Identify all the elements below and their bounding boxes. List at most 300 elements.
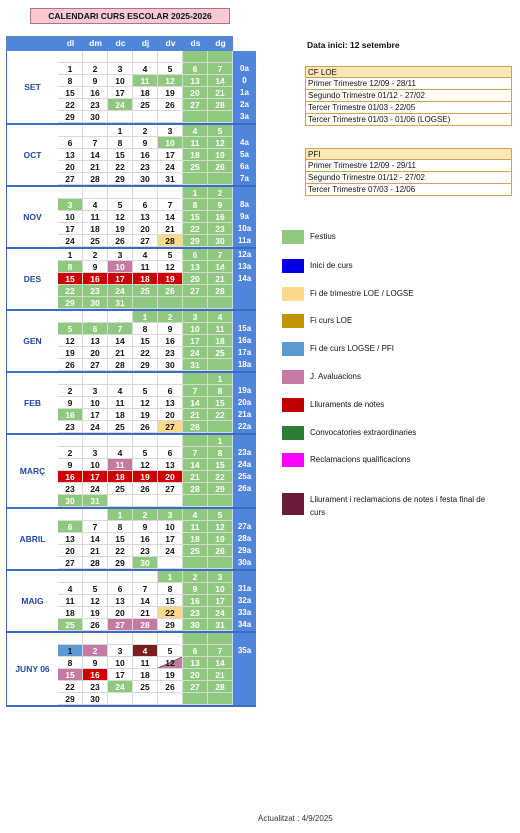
week-number: 3a [240,112,249,121]
day-cell: 25 [183,545,208,557]
day-cell: 12 [108,211,133,223]
empty-cell [83,373,108,385]
cf-loe-line: Segundo Trimestre 01/12 - 27/02 [305,90,512,102]
month-block [6,187,256,249]
day-cell: 7 [158,199,183,211]
month-days [58,187,233,247]
day-cell: 25 [133,99,158,111]
week-row [58,645,233,657]
empty-cell [83,633,108,645]
day-cell: 30 [83,111,108,123]
day-cell: 7 [133,583,158,595]
day-cell: 13 [133,211,158,223]
day-cell: 26 [133,483,158,495]
header-week-spacer [233,36,256,51]
empty-cell [58,373,83,385]
month-block [6,435,256,509]
week-row [58,681,233,693]
day-cell: 4 [58,583,83,595]
day-cell: 9 [58,459,83,471]
day-cell: 27 [183,285,208,297]
day-cell: 9 [158,323,183,335]
legend-swatch [282,398,304,412]
week-number [233,509,256,521]
week-row [58,545,233,557]
legend-label: Inici de curs [310,261,353,270]
day-cell: 24 [83,421,108,433]
day-cell: 26 [158,99,183,111]
legend-swatch [282,314,304,328]
week-number-column [233,125,256,185]
empty-cell [108,495,133,507]
week-row [58,347,233,359]
week-row [58,187,233,199]
day-cell: 23 [83,99,108,111]
legend-label: J. Avaluacions [310,372,361,381]
footer-updated: Actualitzat : 4/9/2025 [258,814,333,823]
day-cell: 2 [83,645,108,657]
empty-cell [108,633,133,645]
week-number: 20a [237,398,252,407]
day-cell: 10 [108,261,133,273]
day-cell: 31 [158,173,183,185]
day-cell: 11 [83,211,108,223]
week-row [58,421,233,433]
day-cell: 1 [108,125,133,137]
day-cell: 25 [108,483,133,495]
day-cell: 27 [108,619,133,631]
day-cell: 8 [183,199,208,211]
month-days [58,125,233,185]
day-cell: 8 [58,75,83,87]
week-number: 26a [237,484,252,493]
empty-cell [158,495,183,507]
empty-cell [133,297,158,309]
day-cell: 12 [158,75,183,87]
month-days [58,249,233,309]
day-cell: 26 [83,619,108,631]
empty-cell [58,571,83,583]
day-cell: 30 [83,693,108,705]
legend-item [282,259,353,273]
day-cell: 14 [158,211,183,223]
day-cell: 24 [83,483,108,495]
empty-cell [58,633,83,645]
week-number [233,681,256,693]
week-number-column [233,51,256,123]
empty-cell [158,633,183,645]
day-cell: 20 [58,545,83,557]
day-cell: 15 [208,459,233,471]
week-number [233,435,256,447]
day-cell: 7 [83,137,108,149]
day-cell: 2 [83,249,108,261]
week-number: 9a [240,212,249,221]
empty-cell [158,187,183,199]
empty-cell [83,571,108,583]
legend-item [282,493,500,519]
day-cell: 18 [133,273,158,285]
day-cell: 23 [83,285,108,297]
day-cell: 3 [158,125,183,137]
empty-cell [108,51,133,63]
empty-cell [208,495,233,507]
week-row [58,583,233,595]
empty-cell [183,373,208,385]
day-cell: 21 [208,87,233,99]
week-number: 35a [237,646,252,655]
month-block [6,311,256,373]
week-number [233,693,256,705]
week-number [233,373,256,385]
day-cell: 4 [183,125,208,137]
day-cell: 20 [158,471,183,483]
empty-cell [158,111,183,123]
day-cell: 4 [208,311,233,323]
week-number [233,633,256,645]
cf-loe-line: Tercer Trimestre 01/03 - 22/05 [305,102,512,114]
day-cell: 3 [208,571,233,583]
day-cell: 3 [183,311,208,323]
pfi-title: PFI [305,148,512,160]
day-cell: 16 [183,595,208,607]
day-cell: 7 [183,385,208,397]
week-row [58,633,233,645]
month-label: SET [6,51,58,123]
day-cell: 7 [183,447,208,459]
day-cell: 12 [208,137,233,149]
day-cell: 24 [108,681,133,693]
day-cell: 2 [208,187,233,199]
day-cell: 28 [133,619,158,631]
day-cell: 28 [183,483,208,495]
day-cell: 2 [183,571,208,583]
cf-loe-box [305,66,512,126]
day-cell: 6 [183,249,208,261]
week-row [58,211,233,223]
week-number-column [233,373,256,433]
day-cell: 19 [58,347,83,359]
empty-cell [83,509,108,521]
day-cell: 7 [208,645,233,657]
day-cell: 8 [208,385,233,397]
day-cell: 1 [208,435,233,447]
day-cell: 13 [183,657,208,669]
legend-item [282,230,336,244]
legend-swatch [282,370,304,384]
day-cell: 18 [108,409,133,421]
day-cell: 15 [183,211,208,223]
day-cell: 9 [133,137,158,149]
week-row [58,373,233,385]
week-number-column [233,435,256,507]
empty-cell [133,571,158,583]
day-cell: 18 [183,533,208,545]
week-number [233,311,256,323]
day-cell: 17 [83,471,108,483]
week-number: 32a [237,596,252,605]
day-cell: 28 [208,681,233,693]
day-cell: 11 [183,137,208,149]
day-cell: 16 [133,149,158,161]
day-cell: 17 [83,409,108,421]
day-cell: 4 [83,199,108,211]
week-number: 8a [240,200,249,209]
week-row [58,397,233,409]
month-block [6,633,256,707]
empty-cell [133,373,158,385]
week-row [58,161,233,173]
day-cell: 29 [58,111,83,123]
day-cell: 27 [183,99,208,111]
day-cell: 1 [58,249,83,261]
day-cell: 30 [133,557,158,569]
week-number-column [233,187,256,247]
day-cell: 9 [183,583,208,595]
day-cell: 31 [108,297,133,309]
legend-swatch [282,230,304,244]
week-row [58,297,233,309]
day-cell: 20 [158,409,183,421]
day-cell: 24 [108,99,133,111]
empty-cell [183,297,208,309]
week-row [58,359,233,371]
day-cell: 20 [83,347,108,359]
week-row [58,447,233,459]
day-cell: 22 [58,285,83,297]
day-cell: 27 [158,483,183,495]
week-number: 15a [237,324,252,333]
week-row [58,199,233,211]
week-number: 25a [237,472,252,481]
weekday-tue: dm [83,36,108,51]
day-cell: 29 [183,235,208,247]
week-number [233,51,256,63]
week-number: 14a [237,274,252,283]
week-row [58,459,233,471]
day-cell: 10 [58,211,83,223]
month-block [6,373,256,435]
week-row [58,249,233,261]
week-row [58,435,233,447]
calendar-grid [6,51,256,707]
day-cell: 16 [208,211,233,223]
day-cell: 18 [133,669,158,681]
empty-cell [108,311,133,323]
legend-swatch [282,493,304,515]
day-cell: 1 [208,373,233,385]
week-number [233,669,256,681]
week-row [58,111,233,123]
empty-cell [183,633,208,645]
week-number [233,125,256,137]
day-cell: 11 [133,75,158,87]
day-cell: 21 [183,409,208,421]
week-row [58,521,233,533]
empty-cell [183,111,208,123]
week-row [58,223,233,235]
day-cell: 15 [58,669,83,681]
week-row [58,75,233,87]
empty-cell [183,557,208,569]
day-cell: 15 [108,149,133,161]
empty-cell [158,51,183,63]
day-cell: 10 [158,137,183,149]
day-cell: 22 [108,545,133,557]
empty-cell [208,51,233,63]
day-cell: 29 [58,693,83,705]
day-cell: 4 [133,63,158,75]
legend-swatch [282,426,304,440]
day-cell: 20 [183,273,208,285]
day-cell: 16 [58,409,83,421]
day-cell: 14 [83,149,108,161]
pfi-line: Primer Trimestre 12/09 - 29/11 [305,160,512,172]
day-cell: 20 [133,223,158,235]
week-row [58,125,233,137]
day-cell: 2 [58,447,83,459]
day-cell: 19 [158,273,183,285]
day-cell: 5 [158,249,183,261]
day-cell: 23 [133,545,158,557]
day-cell: 31 [208,619,233,631]
empty-cell [183,435,208,447]
empty-cell [183,693,208,705]
day-cell: 8 [208,447,233,459]
day-cell: 14 [208,261,233,273]
week-number: 19a [237,386,252,395]
empty-cell [208,633,233,645]
week-number [233,495,256,507]
day-cell: 2 [133,509,158,521]
day-cell: 11 [108,397,133,409]
legend-item [282,426,416,440]
day-cell: 1 [58,63,83,75]
day-cell: 20 [58,161,83,173]
day-cell: 30 [208,235,233,247]
day-cell: 30 [83,297,108,309]
empty-cell [158,557,183,569]
month-days [58,311,233,371]
day-cell: 6 [108,583,133,595]
week-row [58,323,233,335]
month-label: ABRIL [6,509,58,569]
day-cell: 26 [58,359,83,371]
month-block [6,51,256,125]
day-cell: 23 [158,347,183,359]
day-cell: 11 [183,521,208,533]
day-cell: 6 [158,447,183,459]
month-days [58,373,233,433]
day-cell: 13 [183,75,208,87]
header-spacer [6,36,58,51]
legend-label: Lliurament i reclamacions de notes i festa final de curs [310,495,486,517]
day-cell: 2 [83,63,108,75]
day-cell: 3 [108,63,133,75]
day-cell: 8 [158,583,183,595]
legend-item [282,314,352,328]
week-row [58,311,233,323]
month-label: MARÇ [6,435,58,507]
day-cell: 12 [208,521,233,533]
day-cell: 23 [83,681,108,693]
empty-cell [183,495,208,507]
week-number: 33a [237,608,252,617]
day-cell: 22 [133,347,158,359]
legend-item [282,370,361,384]
day-cell: 16 [158,335,183,347]
empty-cell [208,421,233,433]
week-row [58,495,233,507]
week-row [58,509,233,521]
day-cell: 6 [58,137,83,149]
month-days [58,633,233,705]
day-cell: 20 [183,87,208,99]
legend-label: Lliuraments de notes [310,400,385,409]
week-row [58,273,233,285]
day-cell: 22 [58,681,83,693]
pfi-line: Tercer Trimestre 07/03 - 12/06 [305,184,512,196]
day-cell: 26 [108,235,133,247]
day-cell: 4 [133,645,158,657]
day-cell: 19 [133,471,158,483]
day-cell: 26 [208,545,233,557]
day-cell: 9 [208,199,233,211]
day-cell: 13 [83,335,108,347]
empty-cell [58,125,83,137]
month-label: NOV [6,187,58,247]
week-row [58,619,233,631]
week-row [58,657,233,669]
week-number: 17a [237,348,252,357]
day-cell: 26 [133,421,158,433]
day-cell: 2 [158,311,183,323]
weekday-sat: ds [183,36,208,51]
month-label: JUNY 06 [6,633,58,705]
day-cell: 16 [83,87,108,99]
week-number: 24a [237,460,252,469]
day-cell: 28 [208,99,233,111]
day-cell: 23 [208,223,233,235]
day-cell: 24 [208,607,233,619]
empty-cell [58,187,83,199]
empty-cell [108,693,133,705]
week-number: 29a [237,546,252,555]
day-cell: 10 [83,397,108,409]
weekday-fri: dv [158,36,183,51]
day-cell: 21 [108,347,133,359]
legend-swatch [282,287,304,301]
day-cell: 17 [158,149,183,161]
day-cell: 25 [108,421,133,433]
week-number: 0a [240,64,249,73]
day-cell: 19 [108,223,133,235]
day-cell: 10 [108,75,133,87]
day-cell: 22 [183,223,208,235]
pfi-line: Segundo Trimestre 01/12 - 27/02 [305,172,512,184]
day-cell: 25 [83,235,108,247]
day-cell: 6 [58,521,83,533]
week-number: 21a [237,410,252,419]
day-cell: 19 [133,409,158,421]
day-cell: 18 [183,149,208,161]
day-cell: 5 [58,323,83,335]
day-cell: 31 [183,359,208,371]
week-row [58,173,233,185]
day-cell: 19 [83,607,108,619]
week-row [58,235,233,247]
empty-cell [58,51,83,63]
